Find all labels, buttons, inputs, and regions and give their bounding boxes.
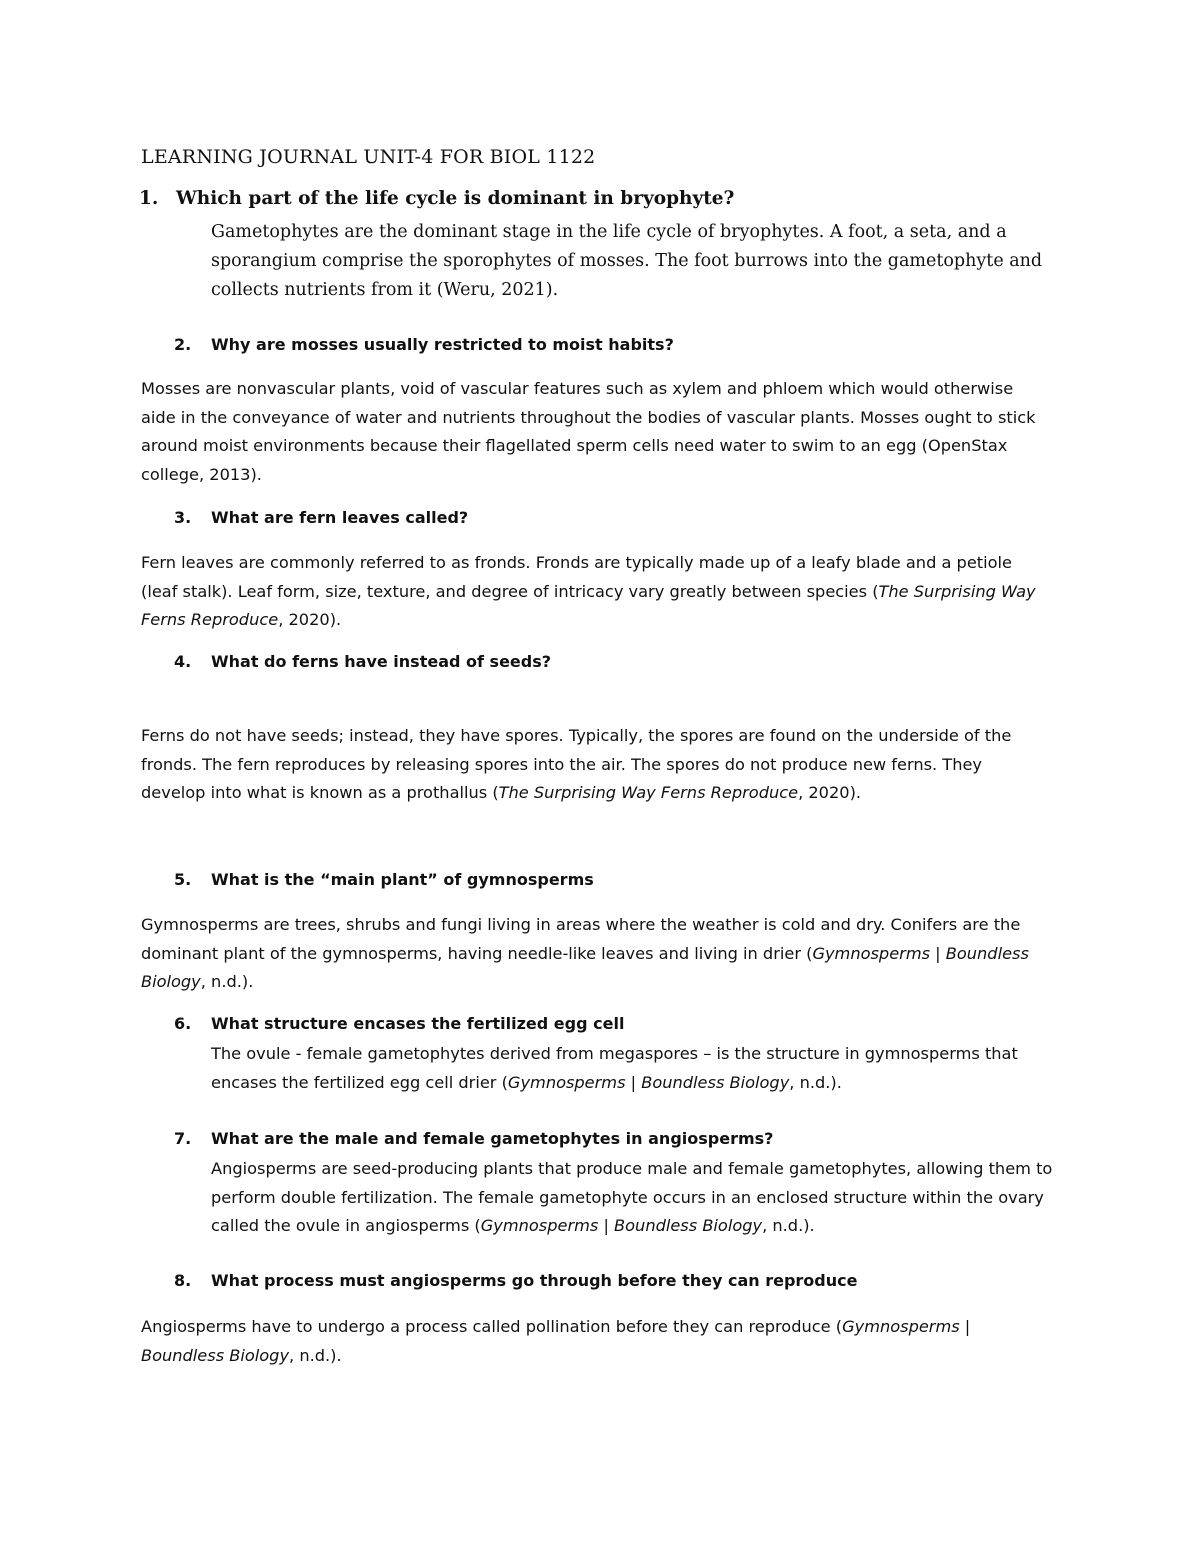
answer-text: The ovule - female gametophytes derived from megaspores – is the structure in gymnosperms that encases the fertilized egg cell drier (	[211, 1044, 1018, 1092]
answer-text: Gymnosperms are trees, shrubs and fungi living in areas where the weather is cold and dry. Conifers are the dominant plant of the gymnosperms, having needle-like leaves and living in drier (	[141, 915, 1021, 963]
answer-text-end: , n.d.).	[762, 1216, 815, 1235]
question-7	[174, 1129, 774, 1148]
question-number: 5.	[174, 870, 192, 889]
answer-text: Angiosperms have to undergo a process called pollination before they can reproduce (	[141, 1317, 843, 1336]
question-number: 3.	[174, 508, 192, 527]
answer-text-end: , n.d.).	[289, 1345, 342, 1365]
question-text: Which part of the life cycle is dominant in bryophyte?	[176, 188, 735, 209]
answer-text-end: , 2020).	[798, 783, 862, 802]
citation-title: Gymnosperms | Boundless Biology	[141, 1317, 971, 1365]
answer-8	[141, 1313, 1041, 1370]
question-number: 1.	[139, 188, 159, 209]
answer-7	[211, 1155, 1061, 1241]
question-text: What do ferns have instead of seeds?	[211, 652, 552, 671]
answer-text: Ferns do not have seeds; instead, they have spores. Typically, the spores are found on the underside of the fronds. The fern reproduces by releasing spores into the air. The spores do not produce new ferns. They develop into what is known as a prothallus (	[141, 726, 1012, 802]
question-text: What are fern leaves called?	[211, 508, 469, 527]
question-6	[174, 1014, 625, 1033]
question-number: 2.	[174, 335, 192, 354]
citation-title: Gymnosperms | Boundless Biology	[507, 1072, 790, 1092]
question-text: What structure encases the fertilized egg cell	[211, 1014, 625, 1033]
answer-text: Angiosperms are seed-producing plants that produce male and female gametophytes, allowing them to perform double fertilization. The female gametophyte occurs in an enclosed structure within the ovary called the ovule in angiosperms (	[211, 1159, 1053, 1235]
question-1	[139, 188, 735, 209]
question-text: What are the male and female gametophytes in angiosperms?	[211, 1129, 774, 1148]
citation-title: Gymnosperms | Boundless Biology	[141, 943, 1029, 991]
answer-text-end: , n.d.).	[789, 1072, 842, 1092]
citation-title: Gymnosperms | Boundless Biology	[480, 1216, 763, 1235]
question-number: 8.	[174, 1271, 192, 1290]
question-text: Why are mosses usually restricted to moist habits?	[211, 335, 674, 354]
answer-1: Gametophytes are the dominant stage in the life cycle of bryophytes. A foot, a seta, and a sporangium comprise the sporophytes of mosses. The foot burrows into the gametophyte and collects nutrients from it (Weru, 2021).	[211, 222, 1043, 300]
answer-text: Fern leaves are commonly referred to as fronds. Fronds are typically made up of a leafy blade and a petiole (leaf stalk). Leaf form, size, texture, and degree of intricacy vary greatly between species (	[141, 553, 1012, 601]
citation-title: The Surprising Way Ferns Reproduce	[141, 581, 1036, 629]
answer-5	[141, 911, 1041, 997]
question-2	[174, 335, 674, 354]
question-8	[174, 1271, 858, 1290]
document-title: LEARNING JOURNAL UNIT-4 FOR BIOL 1122	[141, 146, 596, 168]
question-number: 6.	[174, 1014, 192, 1033]
answer-3	[141, 549, 1041, 635]
question-number: 4.	[174, 652, 192, 671]
answer-6	[211, 1040, 1061, 1097]
question-text: What is the “main plant” of gymnosperms	[211, 870, 594, 889]
question-number: 7.	[174, 1129, 192, 1148]
question-text: What process must angiosperms go through before they can reproduce	[211, 1271, 858, 1290]
answer-text-end: , n.d.).	[200, 972, 254, 991]
question-5	[174, 870, 594, 889]
question-4	[174, 652, 552, 671]
answer-4	[141, 722, 1041, 808]
answer-text-end: , 2020).	[278, 610, 342, 629]
citation-title: The Surprising Way Ferns Reproduce	[498, 783, 799, 802]
question-3	[174, 508, 469, 527]
answer-2: Mosses are nonvascular plants, void of vascular features such as xylem and phloem which would otherwise aide in the conveyance of water and nutrients throughout the bodies of vascular plants. Mosses ought to stick around moist environments because their flagellated sperm cells need water to swim to an egg (OpenStax college, 2013).	[141, 379, 1036, 484]
